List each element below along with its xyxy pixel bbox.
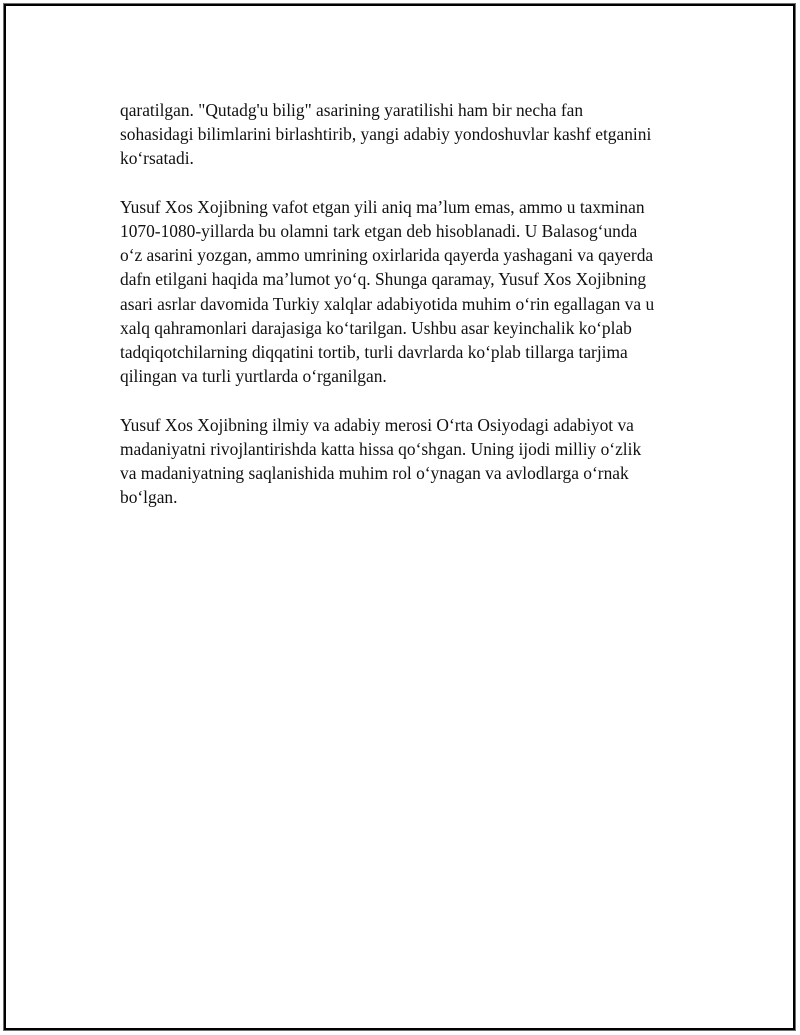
text-line: sohasidagi bilimlarini birlashtirib, yangi adabiy yondoshuvlar kashf etganini (120, 124, 652, 145)
text-line: va madaniyatning saqlanishida muhim rol o‘ynagan va avlodlarga o‘rnak (120, 463, 629, 484)
text-line: o‘z asarini yozgan, ammo umrining oxirlarida qayerda yashagani va qayerda (120, 245, 654, 266)
text-line: tadqiqotchilarning diqqatini tortib, turli davrlarda ko‘plab tillarga tarjima (120, 342, 628, 363)
text-line: ko‘rsatadi. (120, 148, 194, 169)
paragraph-1 (120, 98, 700, 171)
document-page (4, 4, 795, 1030)
text-line: asari asrlar davomida Turkiy xalqlar adabiyotida muhim o‘rin egallagan va u (120, 293, 655, 314)
text-line: qaratilgan. "Qutadg'u bilig" asarining yaratilishi ham bir necha fan (120, 100, 584, 120)
text-line: Yusuf Xos Xojibning ilmiy va adabiy merosi O‘rta Osiyodagi adabiyot va (120, 414, 634, 435)
paragraph-3 (120, 413, 700, 510)
text-line: bo‘lgan. (120, 487, 178, 508)
document-body (120, 98, 700, 534)
text-line: madaniyatni rivojlantirishda katta hissa qo‘shgan. Uning ijodi milliy o‘zlik (120, 438, 642, 459)
text-line: xalq qahramonlari darajasiga ko‘tarilgan. Ushbu asar keyinchalik ko‘plab (120, 317, 632, 338)
text-line: dafn etilgani haqida ma’lumot yo‘q. Shunga qaramay, Yusuf Xos Xojibning (120, 269, 647, 290)
text-line: qilingan va turli yurtlarda o‘rganilgan. (120, 366, 387, 387)
paragraph-2 (120, 195, 700, 389)
text-line: Yusuf Xos Xojibning vafot etgan yili aniq ma’lum emas, ammo u taxminan (120, 196, 645, 217)
text-line: 1070-1080-yillarda bu olamni tark etgan deb hisoblanadi. U Balasog‘unda (120, 221, 638, 241)
